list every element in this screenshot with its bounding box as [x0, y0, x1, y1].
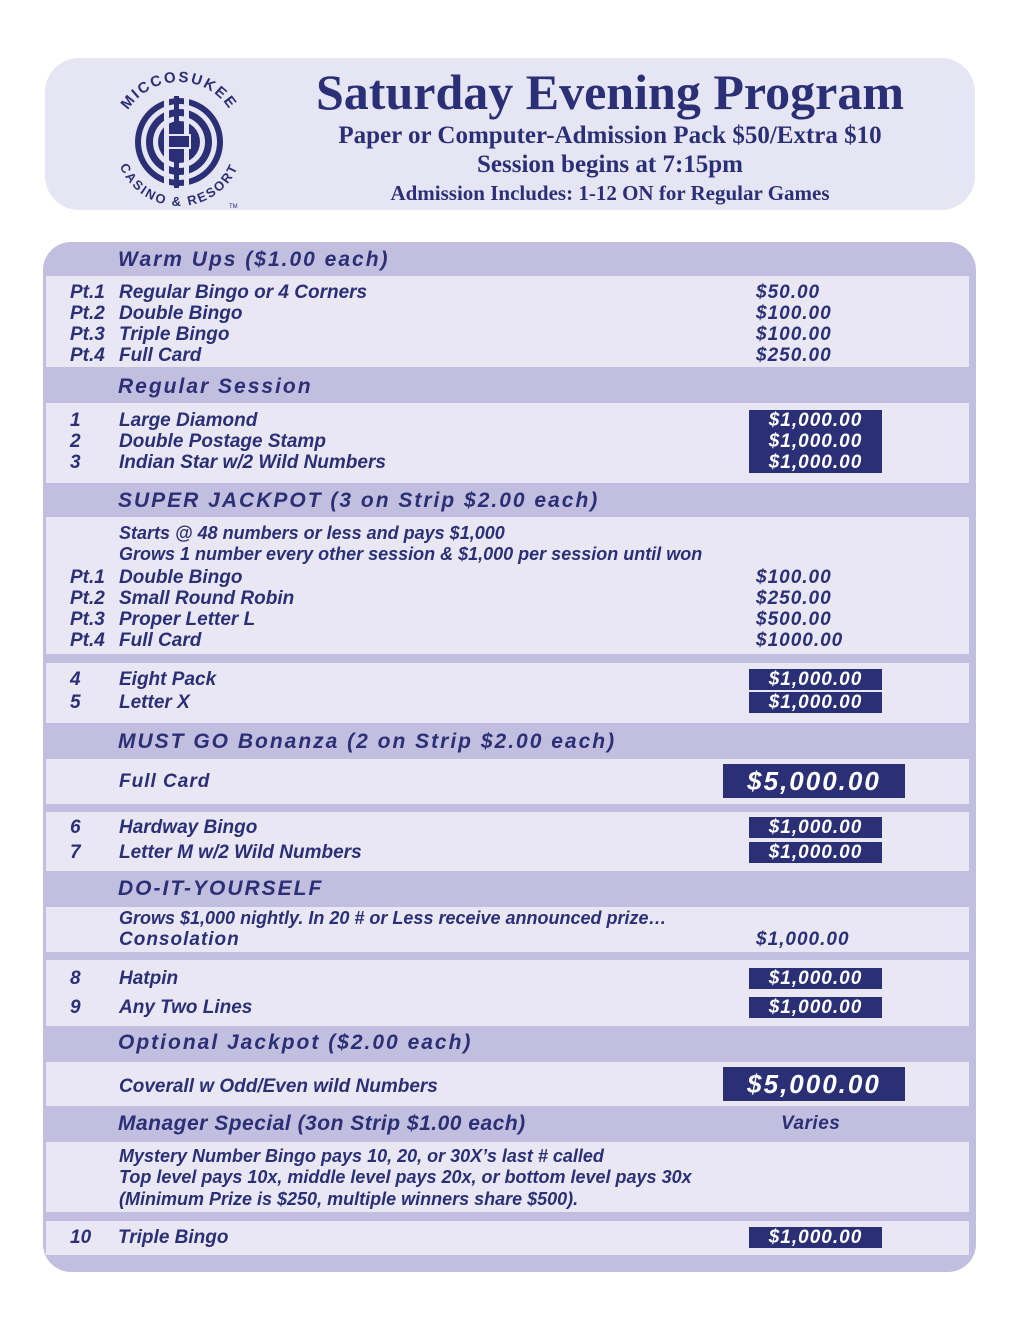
diy-note: Grows $1,000 nightly. In 20 # or Less receive announced prize… — [119, 908, 667, 928]
miccosukee-logo — [105, 68, 253, 216]
section-manager-special — [43, 1108, 970, 1142]
game-row: Full Card — [119, 771, 211, 792]
section-title: DO-IT-YOURSELF — [118, 877, 324, 900]
manager-note: Mystery Number Bingo pays 10, 20, or 30X’s last # called — [119, 1146, 604, 1166]
game-row: Pt.3 Triple Bingo $100.00 — [70, 324, 832, 345]
game-row: 1 Large Diamond $1,000.00 — [46, 410, 969, 432]
game-10-panel — [46, 1221, 969, 1255]
game-row: Pt.4 Full Card $250.00 — [70, 345, 832, 366]
game-row: 8 Hatpin $1,000.00 — [46, 968, 969, 990]
section-title: Optional Jackpot ($2.00 each) — [118, 1031, 473, 1054]
game-row: 4 Eight Pack $1,000.00 — [46, 669, 969, 691]
optional-jackpot-prize: $5,000.00 — [723, 1067, 905, 1101]
diy-panel — [46, 907, 969, 952]
section-do-it-yourself — [43, 872, 970, 906]
game-row: Pt.1 Regular Bingo or 4 Corners $50.00 — [70, 282, 821, 303]
manager-note: Top level pays 10x, middle level pays 20x, or bottom level pays 30x — [119, 1167, 692, 1187]
games-8-9-panel — [46, 960, 969, 1026]
game-row: Pt.2 Double Bingo $100.00 — [70, 303, 832, 324]
logo-bottom-text: CASINO & RESORT — [116, 160, 242, 210]
logo-top-text: MICCOSUKEE — [117, 68, 241, 113]
regular-session-panel — [46, 403, 969, 483]
must-go-panel — [46, 759, 969, 804]
manager-special-panel — [46, 1142, 969, 1212]
super-jackpot-note: Starts @ 48 numbers or less and pays $1,000 — [119, 523, 505, 543]
game-row: 5 Letter X $1,000.00 — [46, 692, 969, 714]
admission-includes-line: Admission Includes: 1-12 ON for Regular Games — [390, 181, 830, 205]
section-title: Warm Ups ($1.00 each) — [118, 248, 390, 271]
super-jackpot-note: Grows 1 number every other session & $1,000 per session until won — [119, 544, 703, 564]
logo-tm: TM — [229, 204, 238, 210]
section-warm-ups — [43, 244, 970, 278]
game-row: Pt.3 Proper Letter L $500.00 — [70, 609, 832, 630]
section-title: SUPER JACKPOT (3 on Strip $2.00 each) — [118, 489, 600, 512]
manager-note: (Minimum Prize is $250, multiple winners share $500). — [119, 1189, 579, 1209]
optional-jackpot-panel — [46, 1062, 969, 1106]
game-row: 3 Indian Star w/2 Wild Numbers $1,000.00 — [46, 452, 969, 474]
game-row: 9 Any Two Lines $1,000.00 — [46, 997, 969, 1019]
section-regular-session — [43, 369, 970, 403]
game-row: 2 Double Postage Stamp $1,000.00 — [46, 431, 969, 453]
section-title: MUST GO Bonanza (2 on Strip $2.00 each) — [118, 730, 617, 753]
super-jackpot-panel — [46, 517, 969, 654]
game-row: Pt.4 Full Card $1000.00 — [70, 630, 844, 651]
game-row: 7 Letter M w/2 Wild Numbers $1,000.00 — [46, 842, 969, 864]
game-row: 10 Triple Bingo $1,000.00 — [46, 1227, 969, 1249]
section-must-go — [43, 726, 970, 760]
section-optional-jackpot — [43, 1027, 970, 1061]
game-row: Consolation $1,000.00 — [119, 929, 850, 950]
admission-pack-line: Paper or Computer-Admission Pack $50/Extra $10 — [338, 122, 882, 149]
session-start-line: Session begins at 7:15pm — [476, 151, 743, 178]
game-row: Pt.1 Double Bingo $100.00 — [70, 567, 832, 588]
manager-special-prize: Varies — [781, 1113, 841, 1134]
section-super-jackpot — [43, 484, 970, 518]
game-row: Pt.2 Small Round Robin $250.00 — [70, 588, 832, 609]
warm-ups-panel — [46, 276, 969, 367]
page-title: Saturday Evening Program — [316, 64, 904, 120]
games-6-7-panel — [46, 812, 969, 871]
must-go-prize: $5,000.00 — [723, 764, 905, 798]
section-title: Manager Special (3on Strip $1.00 each) — [118, 1112, 526, 1135]
section-title: Regular Session — [118, 375, 313, 398]
game-row: Coverall w Odd/Even wild Numbers — [119, 1076, 438, 1097]
games-4-5-panel — [46, 663, 969, 723]
game-row: 6 Hardway Bingo $1,000.00 — [46, 817, 969, 839]
